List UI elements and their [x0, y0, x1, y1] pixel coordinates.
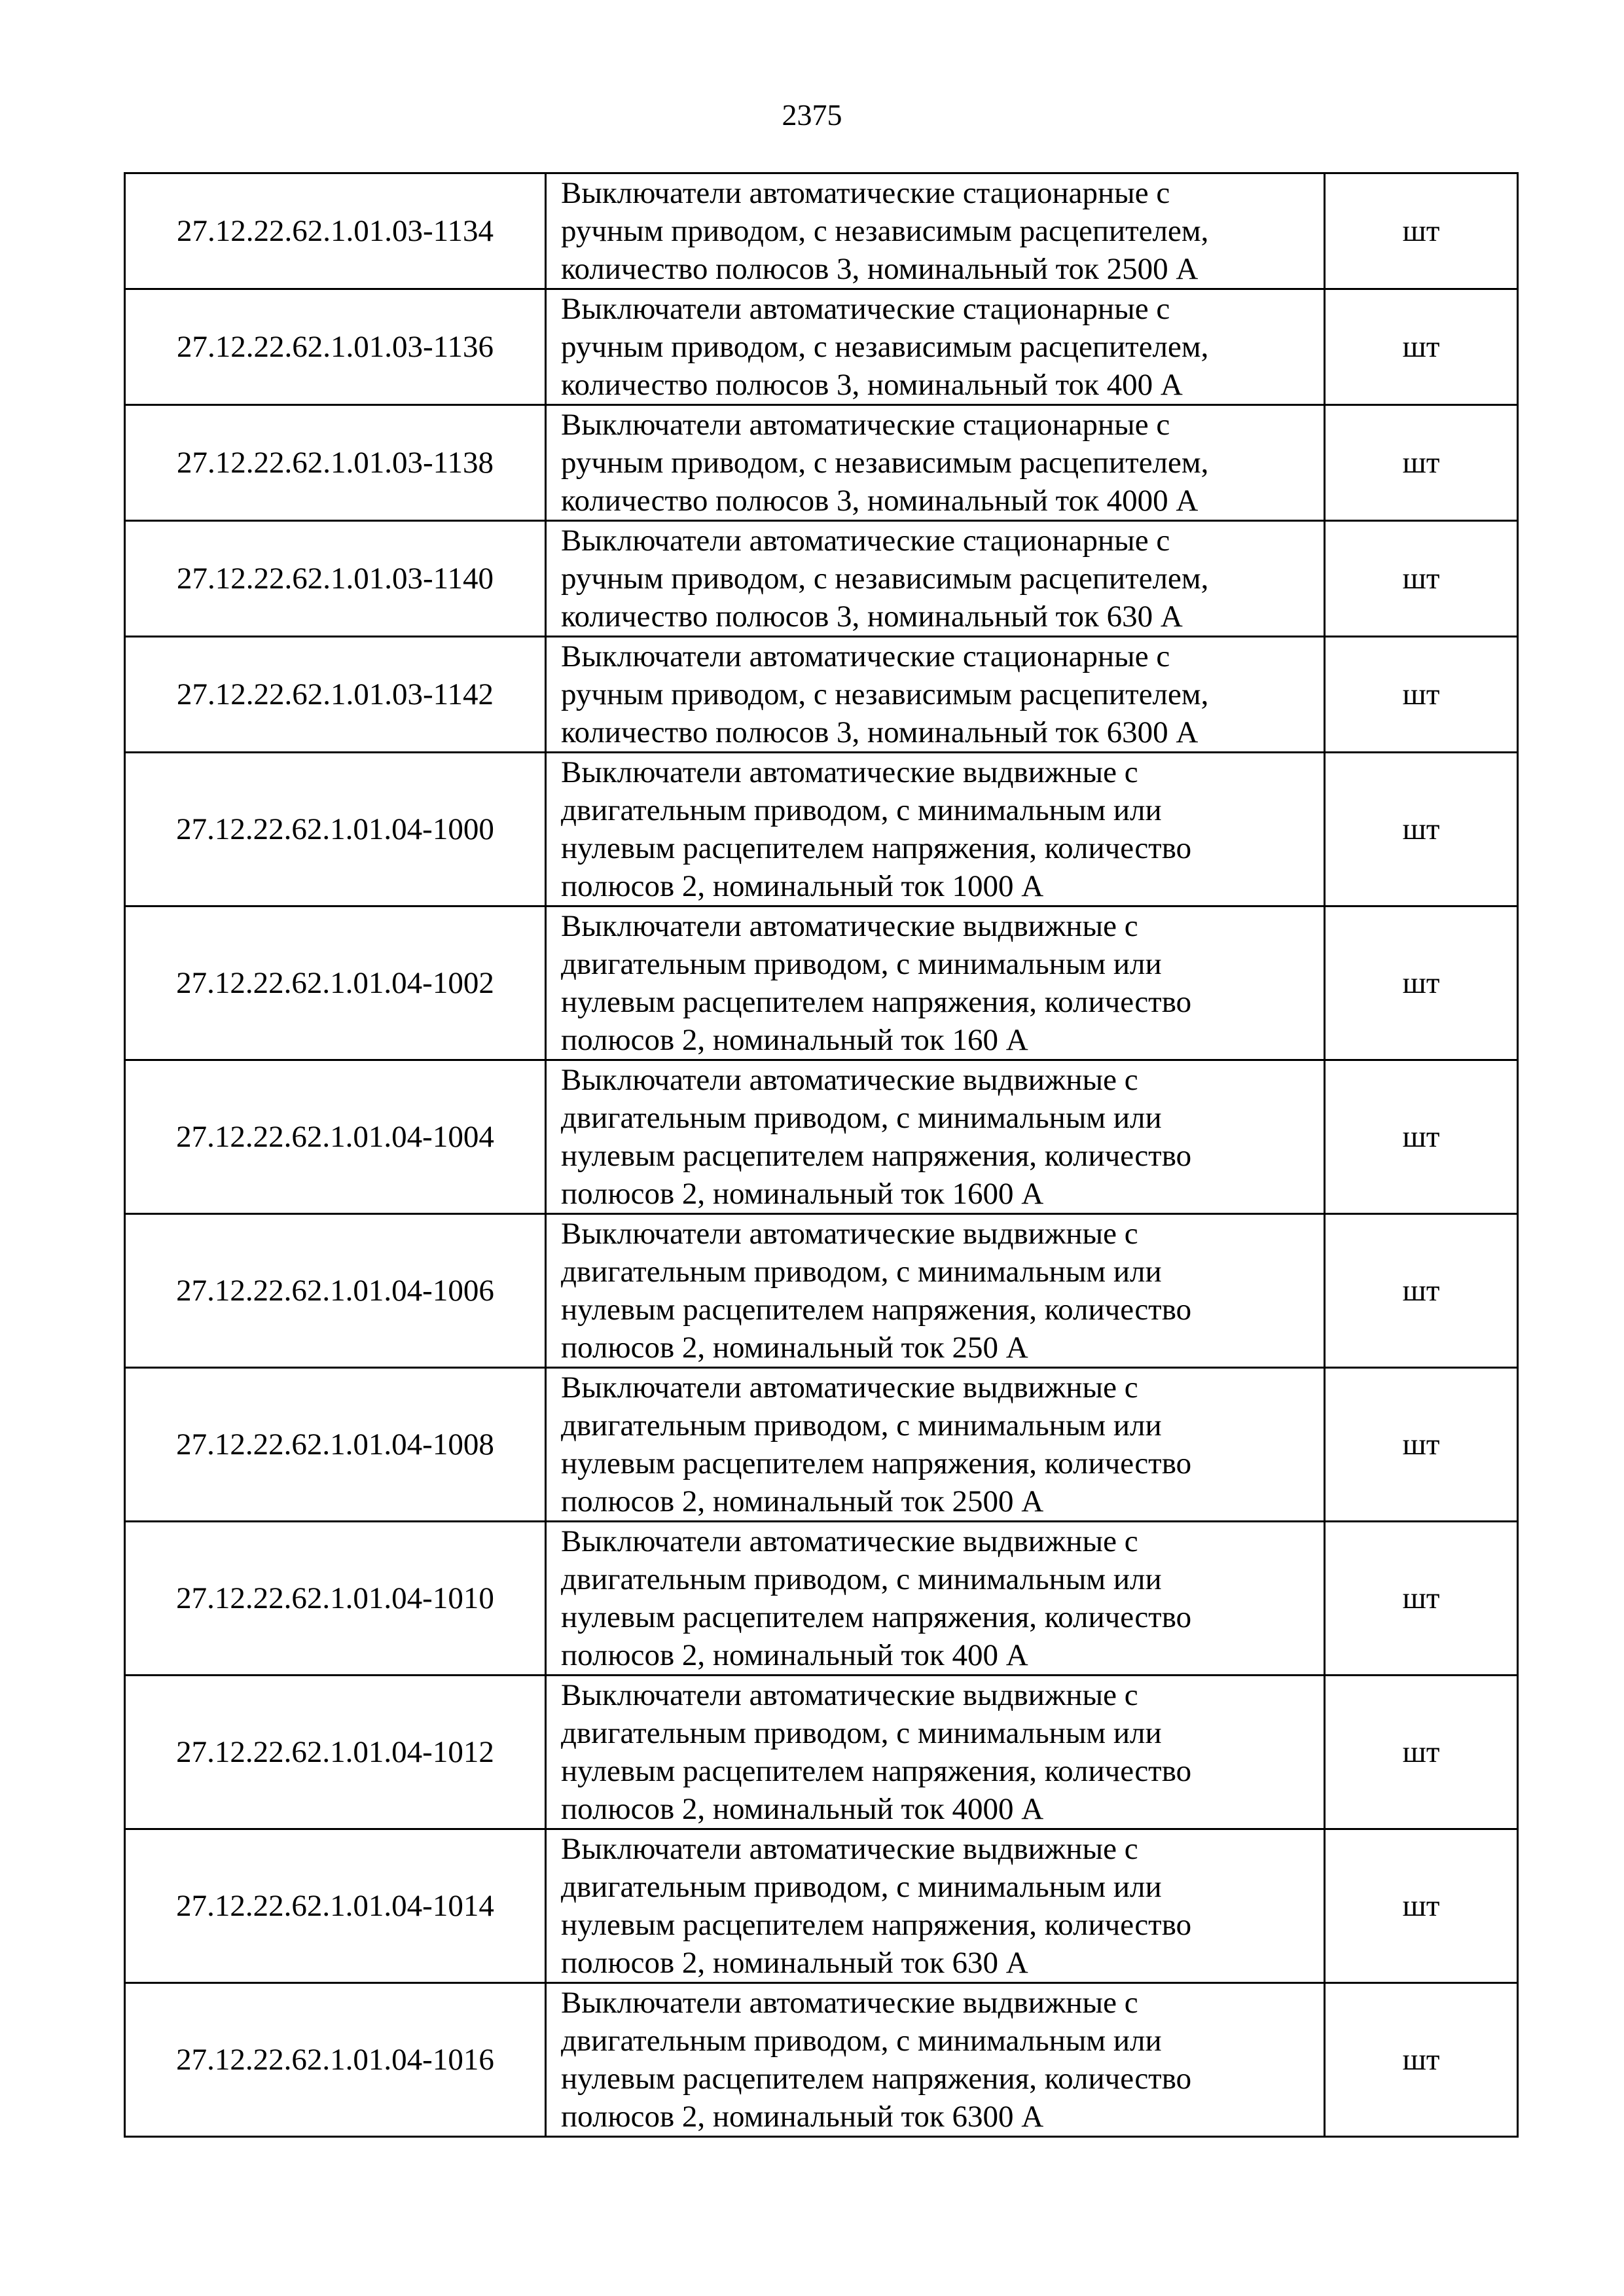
unit-cell: шт	[1325, 521, 1518, 637]
unit-cell: шт	[1325, 173, 1518, 289]
resource-description-cell	[546, 521, 1325, 637]
description-line: двигательным приводом, с минимальным или	[561, 947, 1162, 981]
resource-code-cell: 27.12.22.62.1.01.03-1140	[125, 521, 546, 637]
resource-description-cell	[546, 405, 1325, 521]
description-line: Выключатели автоматические выдвижные с	[561, 1524, 1138, 1558]
description-line: Выключатели автоматические выдвижные с	[561, 909, 1138, 943]
table-row	[125, 637, 1518, 753]
description-line: двигательным приводом, с минимальным или	[561, 1255, 1162, 1289]
resource-description-cell	[546, 173, 1325, 289]
description-line: Выключатели автоматические выдвижные с	[561, 1063, 1138, 1097]
description-line: ручным приводом, с независимым расцепителем,	[561, 214, 1209, 248]
resource-code-cell: 27.12.22.62.1.01.04-1008	[125, 1368, 546, 1522]
unit-cell: шт	[1325, 405, 1518, 521]
description-line: двигательным приводом, с минимальным или	[561, 1870, 1162, 1904]
unit-cell: шт	[1325, 1368, 1518, 1522]
description-line: Выключатели автоматические выдвижные с	[561, 755, 1138, 789]
unit-cell: шт	[1325, 1676, 1518, 1829]
description-line: полюсов 2, номинальный ток 2500 А	[561, 1484, 1044, 1518]
description-line: Выключатели автоматические стационарные с	[561, 408, 1170, 442]
description-line: Выключатели автоматические выдвижные с	[561, 1832, 1138, 1866]
description-line: нулевым расцепителем напряжения, количество	[561, 1908, 1192, 1942]
resource-description-cell	[546, 637, 1325, 753]
resource-code-cell: 27.12.22.62.1.01.04-1010	[125, 1522, 546, 1676]
resource-description-cell	[546, 1983, 1325, 2137]
resource-code-cell: 27.12.22.62.1.01.04-1004	[125, 1060, 546, 1214]
resource-table	[124, 172, 1519, 2138]
resource-code-cell: 27.12.22.62.1.01.03-1136	[125, 289, 546, 405]
resource-description-cell	[546, 1676, 1325, 1829]
description-line: полюсов 2, номинальный ток 400 А	[561, 1638, 1028, 1672]
resource-code-cell: 27.12.22.62.1.01.04-1012	[125, 1676, 546, 1829]
description-line: полюсов 2, номинальный ток 4000 А	[561, 1792, 1044, 1826]
description-line: количество полюсов 3, номинальный ток 630 А	[561, 600, 1183, 634]
unit-cell: шт	[1325, 1829, 1518, 1983]
description-line: нулевым расцепителем напряжения, количество	[561, 831, 1192, 865]
table-row	[125, 521, 1518, 637]
description-line: полюсов 2, номинальный ток 6300 А	[561, 2100, 1044, 2134]
resource-code-cell: 27.12.22.62.1.01.04-1014	[125, 1829, 546, 1983]
unit-cell: шт	[1325, 906, 1518, 1060]
unit-cell: шт	[1325, 753, 1518, 906]
resource-code-cell: 27.12.22.62.1.01.04-1006	[125, 1214, 546, 1368]
table-row	[125, 289, 1518, 405]
description-line: двигательным приводом, с минимальным или	[561, 1408, 1162, 1443]
unit-cell: шт	[1325, 1983, 1518, 2137]
table-row	[125, 1676, 1518, 1829]
resource-code-cell: 27.12.22.62.1.01.04-1002	[125, 906, 546, 1060]
description-line: Выключатели автоматические выдвижные с	[561, 1986, 1138, 2020]
table-row	[125, 753, 1518, 906]
resource-description-cell	[546, 1522, 1325, 1676]
unit-cell: шт	[1325, 637, 1518, 753]
description-line: ручным приводом, с независимым расцепителем,	[561, 677, 1209, 711]
description-line: нулевым расцепителем напряжения, количество	[561, 1754, 1192, 1788]
description-line: нулевым расцепителем напряжения, количество	[561, 1446, 1192, 1480]
resource-description-cell	[546, 1060, 1325, 1214]
description-line: нулевым расцепителем напряжения, количество	[561, 985, 1192, 1019]
resource-code-cell: 27.12.22.62.1.01.03-1142	[125, 637, 546, 753]
description-line: полюсов 2, номинальный ток 1600 А	[561, 1177, 1044, 1211]
description-line: нулевым расцепителем напряжения, количество	[561, 1293, 1192, 1327]
unit-cell: шт	[1325, 1060, 1518, 1214]
description-line: Выключатели автоматические стационарные с	[561, 176, 1170, 210]
unit-cell: шт	[1325, 289, 1518, 405]
resource-description-cell	[546, 1214, 1325, 1368]
description-line: Выключатели автоматические выдвижные с	[561, 1371, 1138, 1405]
description-line: двигательным приводом, с минимальным или	[561, 2024, 1162, 2058]
description-line: Выключатели автоматические выдвижные с	[561, 1678, 1138, 1712]
description-line: количество полюсов 3, номинальный ток 400 А	[561, 368, 1183, 402]
table-row	[125, 173, 1518, 289]
description-line: ручным приводом, с независимым расцепителем,	[561, 330, 1209, 364]
unit-cell: шт	[1325, 1214, 1518, 1368]
description-line: двигательным приводом, с минимальным или	[561, 1562, 1162, 1596]
table-row	[125, 906, 1518, 1060]
description-line: двигательным приводом, с минимальным или	[561, 1101, 1162, 1135]
description-line: Выключатели автоматические стационарные с	[561, 524, 1170, 558]
resource-code-cell: 27.12.22.62.1.01.03-1138	[125, 405, 546, 521]
description-line: количество полюсов 3, номинальный ток 4000 А	[561, 484, 1199, 518]
resource-description-cell	[546, 289, 1325, 405]
table-row	[125, 1214, 1518, 1368]
table-row	[125, 1060, 1518, 1214]
resource-description-cell	[546, 753, 1325, 906]
table-row	[125, 1522, 1518, 1676]
table-row	[125, 1829, 1518, 1983]
description-line: Выключатели автоматические стационарные с	[561, 292, 1170, 326]
table-row	[125, 405, 1518, 521]
resource-code-cell: 27.12.22.62.1.01.03-1134	[125, 173, 546, 289]
description-line: количество полюсов 3, номинальный ток 6300 А	[561, 715, 1199, 749]
unit-cell: шт	[1325, 1522, 1518, 1676]
description-line: Выключатели автоматические стационарные с	[561, 639, 1170, 673]
resource-description-cell	[546, 906, 1325, 1060]
resource-description-cell	[546, 1368, 1325, 1522]
description-line: количество полюсов 3, номинальный ток 2500 А	[561, 252, 1199, 286]
resource-code-cell: 27.12.22.62.1.01.04-1000	[125, 753, 546, 906]
description-line: полюсов 2, номинальный ток 160 А	[561, 1023, 1028, 1057]
resource-description-cell	[546, 1829, 1325, 1983]
page-number: 2375	[782, 98, 842, 132]
table-body	[125, 173, 1518, 2137]
description-line: двигательным приводом, с минимальным или	[561, 793, 1162, 827]
table-row	[125, 1368, 1518, 1522]
description-line: полюсов 2, номинальный ток 250 А	[561, 1331, 1028, 1365]
description-line: двигательным приводом, с минимальным или	[561, 1716, 1162, 1750]
resource-code-cell: 27.12.22.62.1.01.04-1016	[125, 1983, 546, 2137]
description-line: полюсов 2, номинальный ток 630 А	[561, 1946, 1028, 1980]
description-line: нулевым расцепителем напряжения, количество	[561, 2062, 1192, 2096]
description-line: нулевым расцепителем напряжения, количество	[561, 1139, 1192, 1173]
description-line: ручным приводом, с независимым расцепителем,	[561, 446, 1209, 480]
description-line: Выключатели автоматические выдвижные с	[561, 1217, 1138, 1251]
description-line: ручным приводом, с независимым расцепителем,	[561, 562, 1209, 596]
description-line: нулевым расцепителем напряжения, количество	[561, 1600, 1192, 1634]
table-row	[125, 1983, 1518, 2137]
description-line: полюсов 2, номинальный ток 1000 А	[561, 869, 1044, 903]
